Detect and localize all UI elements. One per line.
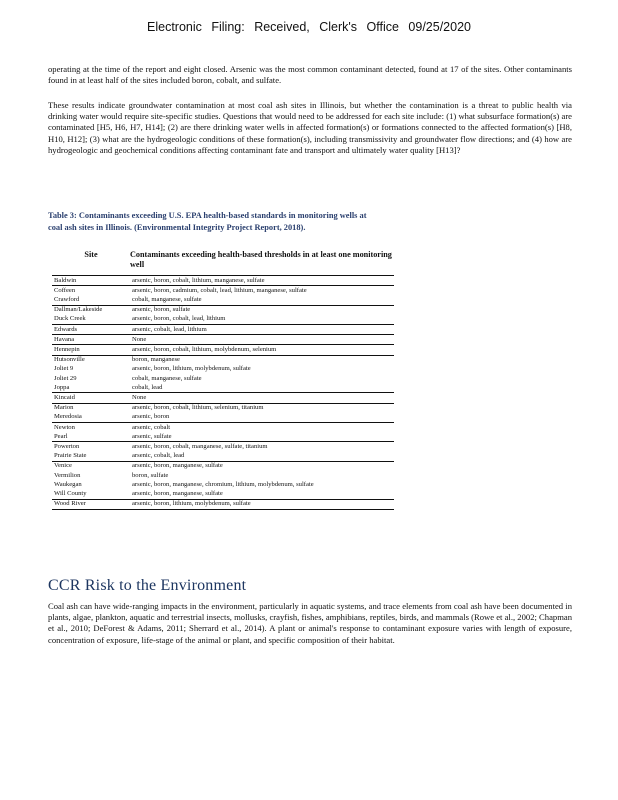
site-cell: Hutsonville (54, 356, 85, 364)
contaminants-cell: arsenic, boron, manganese, chromium, lithium, molybdenum, sulfate (132, 480, 314, 488)
contaminants-cell: None (130, 335, 394, 345)
table-row (52, 276, 394, 286)
site-cell: Joliet 29 (54, 374, 77, 382)
contaminants-cell: arsenic, boron (130, 413, 394, 423)
contaminants-cell: arsenic, boron, lithium, molybdenum, sulfate (130, 499, 394, 509)
table-row (52, 423, 394, 433)
paragraph-arsenic-summary: operating at the time of the report and eight closed. Arsenic was the most common contaminant detected, found at 17 of the sites. Other contaminants found in at least half of the sites included boron, cobalt, and sulfate. (48, 64, 572, 86)
table-row (52, 355, 394, 365)
contaminants-cell: arsenic, boron, cobalt, manganese, sulfate, titanium (132, 442, 268, 450)
site-cell: Marion (54, 404, 74, 412)
contaminants-cell: cobalt, manganese, sulfate (132, 374, 202, 382)
table-row (52, 383, 394, 393)
contaminants-cell: cobalt, manganese, sulfate (130, 295, 394, 305)
table-row (52, 325, 394, 335)
site-cell: Vermilion (54, 471, 81, 479)
contaminants-cell: boron, manganese (132, 356, 180, 364)
contaminants-table (52, 250, 394, 510)
site-cell: Joliet 9 (54, 365, 74, 373)
contaminants-cell: arsenic, boron, manganese, sulfate (130, 489, 394, 499)
site-cell: Kincaid (52, 393, 130, 403)
site-cell: Coffeen (54, 286, 76, 294)
site-cell: Newton (54, 423, 75, 431)
contaminants-cell: arsenic, boron, cobalt, lithium, selenium, titanium (132, 404, 264, 412)
table-row (52, 295, 394, 305)
contaminants-cell: arsenic, sulfate (130, 432, 394, 442)
contaminants-cell: arsenic, boron, sulfate (132, 306, 191, 314)
paragraph-contamination-questions: These results indicate groundwater contamination at most coal ash sites in Illinois, but whether the contamination is a threat to public health via drinking water would require site-specific studies. Questions that would need to be addressed for each site include: (1) what subsurface formation(s) are contaminated [H5, H6, H7, H14]; (2) are there drinking water wells in affected formation(s) or formations connected to the affected formation(s) [H8, H10, H12]; (3) what are the hydrogeologic conditions of these formation(s), including transmissivity and groundwater flow directions; and (4) how are hydrogeologic and geochemical conditions affecting contaminant fate and transport and ultimately water quality [H13]? (48, 100, 572, 155)
table-row (52, 413, 394, 423)
table-row (52, 305, 394, 315)
contaminants-cell: arsenic, boron, lithium, molybdenum, sulfate (132, 365, 251, 373)
table-row (52, 461, 394, 471)
site-cell: Crawford (52, 295, 130, 305)
table-body (52, 276, 394, 510)
site-cell: Will County (52, 489, 130, 499)
table-row (52, 432, 394, 442)
table-row (52, 471, 394, 480)
contaminants-cell: arsenic, boron, cadmium, cobalt, lead, lithium, manganese, sulfate (132, 286, 307, 294)
table-row (52, 442, 394, 452)
column-header-contaminants: Contaminants exceeding health-based thresholds in at least one monitoring well (130, 250, 392, 269)
site-cell: Waukegan (54, 480, 82, 488)
contaminants-cell: arsenic, boron, cobalt, lithium, molybdenum, selenium (130, 345, 394, 355)
table-row (52, 374, 394, 383)
site-cell: Pearl (52, 432, 130, 442)
site-cell: Havana (52, 335, 130, 345)
contaminants-cell: arsenic, cobalt, lead (130, 452, 394, 462)
site-cell: Baldwin (52, 276, 130, 286)
site-cell: Wood River (52, 499, 130, 509)
table-row (52, 452, 394, 462)
contaminants-cell: arsenic, cobalt, lead, lithium (130, 325, 394, 335)
table-row (52, 403, 394, 413)
section-heading: CCR Risk to the Environment (48, 577, 247, 594)
table-row (52, 365, 394, 374)
table-row (52, 393, 394, 403)
contaminants-cell: arsenic, boron, manganese, sulfate (132, 462, 223, 470)
contaminants-cell: boron, sulfate (132, 471, 169, 479)
site-cell: Edwards (52, 325, 130, 335)
contaminants-cell: arsenic, boron, cobalt, lithium, manganese, sulfate (130, 276, 394, 286)
contaminants-cell: None (130, 393, 394, 403)
table-row (52, 315, 394, 325)
site-cell: Hennepin (52, 345, 130, 355)
paragraph-environment-risk: Coal ash can have wide-ranging impacts in the environment, particularly in aquatic systems, and trace elements from coal ash have been documented in plants, algae, plankton, aquatic and terrestrial insects, mollusks, crayfish, fishes, amphibians, reptiles, birds, and mammals (Rowe et al., 2002; Chapman et al., 2010; DeForest & Adams, 2011; Sherrard et al., 2014). A plant or animal's response to contaminant exposure varies with length of exposure, concentration of exposure, life-stage of the animal or plant, and specific composition of their habitat. (48, 601, 572, 645)
column-header-site: Site (84, 250, 98, 259)
table-row (52, 286, 394, 296)
contaminants-cell: arsenic, cobalt (132, 423, 171, 431)
site-cell: Prairie State (52, 452, 130, 462)
table-row (52, 499, 394, 509)
site-cell: Powerton (54, 442, 80, 450)
table-row (52, 335, 394, 345)
site-cell: Dallman/Lakeside (54, 306, 103, 314)
contaminants-cell: arsenic, boron, cobalt, lead, lithium (130, 315, 394, 325)
site-cell: Venice (54, 462, 72, 470)
site-cell: Meredosia (52, 413, 130, 423)
table-row (52, 480, 394, 489)
site-cell: Duck Creek (52, 315, 130, 325)
site-cell: Joppa (52, 383, 130, 393)
contaminants-cell: cobalt, lead (130, 383, 394, 393)
table-row (52, 345, 394, 355)
filing-header: Electronic Filing: Received, Clerk's Office 09/25/2020 (147, 20, 471, 34)
table-row (52, 489, 394, 499)
table-caption: Table 3: Contaminants exceeding U.S. EPA health-based standards in monitoring wells at coal ash sites in Illinois. (Environmental Integrity Project Report, 2018). (48, 211, 367, 232)
